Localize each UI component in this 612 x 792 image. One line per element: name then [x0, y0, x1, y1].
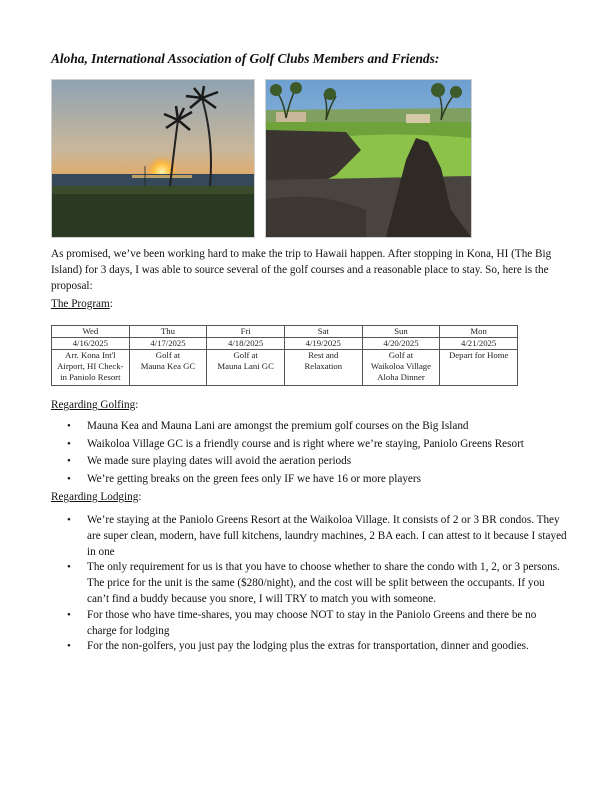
golfing-section-label — [51, 399, 138, 411]
bullet-text: We made sure playing dates will avoid the aeration periods — [87, 455, 352, 468]
lodging-label-text: Regarding Lodging — [51, 491, 139, 503]
activity-line: Airport, HI Check- — [57, 361, 124, 371]
date-cell: 4/21/2025 — [440, 338, 518, 350]
activity-line: Waikoloa Village — [370, 361, 432, 371]
bullet-icon: • — [67, 561, 71, 574]
golfing-label-text: Regarding Golfing — [51, 399, 136, 411]
bullet-icon: • — [67, 514, 71, 526]
program-section-label — [51, 298, 113, 310]
bullet-text: The only requirement for us is that you have to choose whether to share the condo with 1, 2, or 3 persons. The price for the unit is the same ($280/night), and the cost will be split between the occupants. If you can’t find a buddy because you snore, I will TRY to match you with someone. — [87, 561, 560, 605]
activity-line: in Paniolo Resort — [60, 372, 121, 382]
day-header-cell: Thu — [129, 326, 207, 338]
list-item — [67, 454, 567, 470]
activity-cell-sun — [362, 350, 440, 386]
bullet-text: Waikoloa Village GC is a friendly course and is right where we’re staying, Paniolo Greens Resort — [87, 437, 524, 450]
activity-cell-sat — [284, 350, 362, 386]
activity-cell-fri — [207, 350, 285, 386]
sunset-palms-image — [52, 80, 254, 237]
bullet-icon: • — [67, 640, 71, 653]
bullet-icon: • — [67, 608, 71, 621]
schedule-dates-row — [52, 338, 518, 350]
activity-line: Relaxation — [304, 361, 343, 371]
day-header-cell: Mon — [440, 326, 518, 338]
letter-greeting-heading: Aloha, International Association of Golf Clubs Members and Friends: — [51, 51, 440, 66]
schedule-activities-row — [52, 350, 518, 386]
golf-course-lava-image — [266, 80, 471, 237]
lodging-bullet-list — [67, 513, 567, 655]
date-cell: 4/17/2025 — [129, 338, 207, 350]
activity-line: Mauna Lani GC — [217, 361, 274, 371]
sunset-palms-photo — [51, 79, 255, 238]
golfing-bullet-list — [67, 419, 567, 489]
date-cell: 4/19/2025 — [284, 338, 362, 350]
list-item — [67, 608, 567, 640]
bullet-icon: • — [67, 472, 71, 485]
list-item — [67, 560, 567, 607]
program-label-text: The Program — [51, 298, 110, 310]
bullet-icon: • — [67, 455, 71, 468]
bullet-text: For the non-golfers, you just pay the lodging plus the extras for transportation, dinner and goodies. — [87, 640, 529, 653]
activity-line: Depart for Home — [448, 350, 509, 360]
list-item — [67, 639, 567, 655]
bullet-icon: • — [67, 420, 71, 432]
activity-line: Golf at — [155, 350, 181, 360]
golf-course-lava-photo — [265, 79, 472, 238]
activity-line: Aloha Dinner — [377, 372, 425, 382]
lodging-label-colon: : — [138, 491, 142, 503]
schedule-days-row — [52, 326, 518, 338]
list-item — [67, 419, 567, 435]
day-header-cell: Fri — [207, 326, 285, 338]
activity-cell-mon — [440, 350, 518, 386]
day-header-cell: Sun — [362, 326, 440, 338]
golfing-label-colon: : — [135, 399, 139, 411]
bullet-text: We’re staying at the Paniolo Greens Resort at the Waikoloa Village. It consists of 2 or 3 BR condos. They are super clean, modern, have full kitchens, laundry machines, 2 BA each. I can attest to it because I stayed in one — [87, 514, 567, 558]
date-cell: 4/20/2025 — [362, 338, 440, 350]
bullet-text: For those who have time-shares, you may choose NOT to stay in the Paniolo Greens and there be no charge for lodging — [87, 608, 537, 637]
activity-cell-wed — [52, 350, 130, 386]
intro-paragraph: As promised, we’ve been working hard to make the trip to Hawaii happen. After stopping in Kona, HI (The Big Island) for 3 days, I was able to source several of the golf courses and a reasonable place to stay. So, here is the proposal: — [51, 248, 552, 292]
list-item — [67, 513, 567, 560]
day-header-cell: Sat — [284, 326, 362, 338]
list-item — [67, 437, 567, 453]
activity-line: Golf at — [233, 350, 258, 360]
bullet-icon: • — [67, 437, 71, 450]
activity-cell-thu — [129, 350, 207, 386]
program-schedule-table — [51, 325, 518, 386]
date-cell: 4/16/2025 — [52, 338, 130, 350]
program-label-colon: : — [109, 298, 113, 310]
list-item — [67, 472, 567, 488]
date-cell: 4/18/2025 — [207, 338, 285, 350]
bullet-text: We’re getting breaks on the green fees only IF we have 16 or more players — [87, 472, 421, 485]
lodging-section-label — [51, 491, 141, 503]
bullet-text: Mauna Kea and Mauna Lani are amongst the premium golf courses on the Big Island — [87, 420, 469, 432]
activity-line: Mauna Kea GC — [140, 361, 196, 371]
activity-line: Arr. Kona Int'l — [65, 350, 116, 360]
activity-line: Golf at — [388, 350, 414, 360]
activity-line: Rest and — [308, 350, 339, 360]
day-header-cell: Wed — [52, 326, 130, 338]
